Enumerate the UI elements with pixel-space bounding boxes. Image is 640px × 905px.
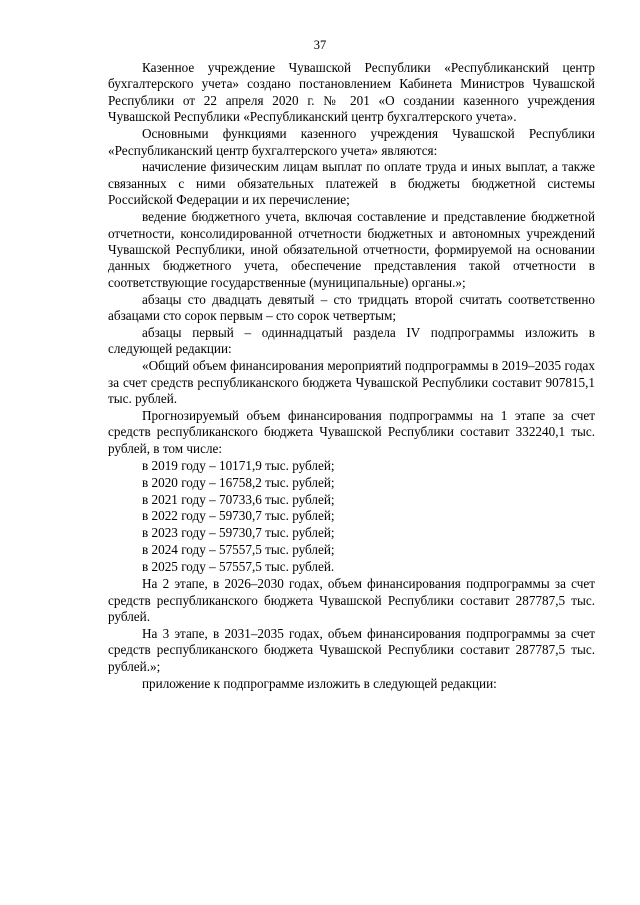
funding-year-2019: в 2019 году – 10171,9 тыс. рублей; [142,457,335,473]
paragraph-stage-1-funding: Прогнозируемый объем финансирования подпрограммы на 1 этапе за счет средств республиканского бюджета Чувашской Республики составит 332240,1 тыс. рублей, в том числе: [108,408,595,456]
paragraph-accounting-function: ведение бюджетного учета, включая составление и представление бюджетной отчетности, консолидированной отчетности бюджетных и автономных учреждений Чувашской Республики, иной обязательной отчетности, формируемой на основании данных бюджетного учета, обеспечение представления такой отчетности в соответствующие государственные (муниципальные) органы.»; [108,209,595,290]
paragraph-total-funding: «Общий объем финансирования мероприятий подпрограммы в 2019–2035 годах за счет средств республиканского бюджета Чувашской Республики составит 907815,1 тыс. рублей. [108,358,595,407]
funding-year-2024: в 2024 году – 57557,5 тыс. рублей; [142,542,335,558]
page-number: 37 [313,38,327,52]
paragraph-stage-2-funding: На 2 этапе, в 2026–2030 годах, объем финансирования подпрограммы за счет средств республиканского бюджета Чувашской Республики составит 287787,5 тыс. рублей. [108,576,595,624]
paragraph-main-functions: Основными функциями казенного учреждения Чувашской Республики «Республиканский центр бухгалтерского учета» являются: [108,126,595,158]
document-body [108,60,595,692]
paragraph-section-iv-amendment: абзацы первый – одиннадцатый раздела IV подпрограммы изложить в следующей редакции: [108,325,595,357]
funding-year-2023: в 2023 году – 59730,7 тыс. рублей; [142,525,335,541]
paragraph-appendix-amendment: приложение к подпрограмме изложить в следующей редакции: [142,675,497,691]
paragraph-institution-creation: Казенное учреждение Чувашской Республики «Республиканский центр бухгалтерского учета» создано постановлением Кабинета Министров Чувашской Республики от 22 апреля 2020 г. № 201 «О создании казенного учреждения Чувашской Республики «Республиканский центр бухгалтерского учета». [108,60,595,125]
funding-year-2022: в 2022 году – 59730,7 тыс. рублей; [142,508,335,524]
paragraph-stage-3-funding: На 3 этапе, в 2031–2035 годах, объем финансирования подпрограммы за счет средств республиканского бюджета Чувашской Республики составит 287787,5 тыс. рублей.»; [108,625,595,674]
funding-year-2025: в 2025 году – 57557,5 тыс. рублей. [142,559,335,575]
funding-year-2021: в 2021 году – 70733,6 тыс. рублей; [142,491,335,507]
paragraph-payroll-function: начисление физическим лицам выплат по оплате труда и иных выплат, а также связанных с ними обязательных платежей в бюджеты бюджетной системы Российской Федерации и их перечисление; [108,159,595,208]
paragraph-renumbering: абзацы сто двадцать девятый – сто тридцать второй считать соответственно абзацами сто сорок первым – сто сорок четвертым; [108,291,595,324]
funding-year-2020: в 2020 году – 16758,2 тыс. рублей; [142,474,335,490]
